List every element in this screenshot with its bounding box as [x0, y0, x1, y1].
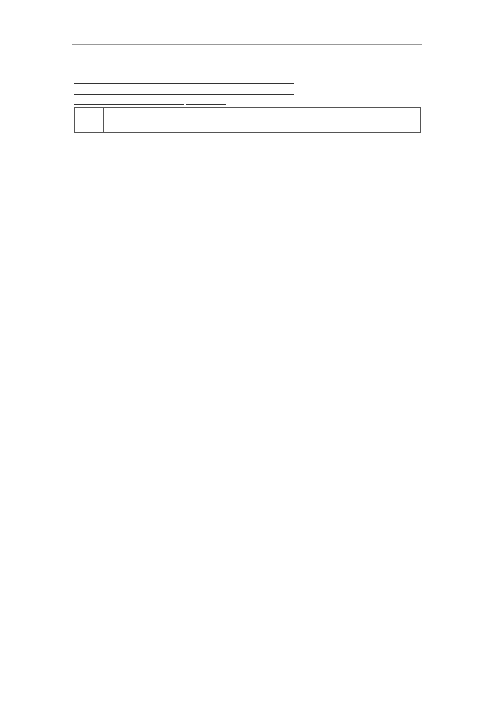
- party-a-blank: [74, 74, 294, 84]
- document-page: [74, 74, 421, 136]
- blank-1: [74, 95, 184, 105]
- goals-table: [74, 107, 421, 133]
- party-b-line: [74, 84, 421, 94]
- party-a-line: [74, 74, 421, 84]
- intro-line-2: [74, 95, 421, 105]
- blank-2: [186, 95, 226, 105]
- party-b-blank: [74, 84, 294, 94]
- header-rule: [72, 44, 422, 45]
- header-goal: [104, 107, 421, 132]
- header-no: [75, 107, 104, 132]
- table-header-row: [75, 107, 421, 132]
